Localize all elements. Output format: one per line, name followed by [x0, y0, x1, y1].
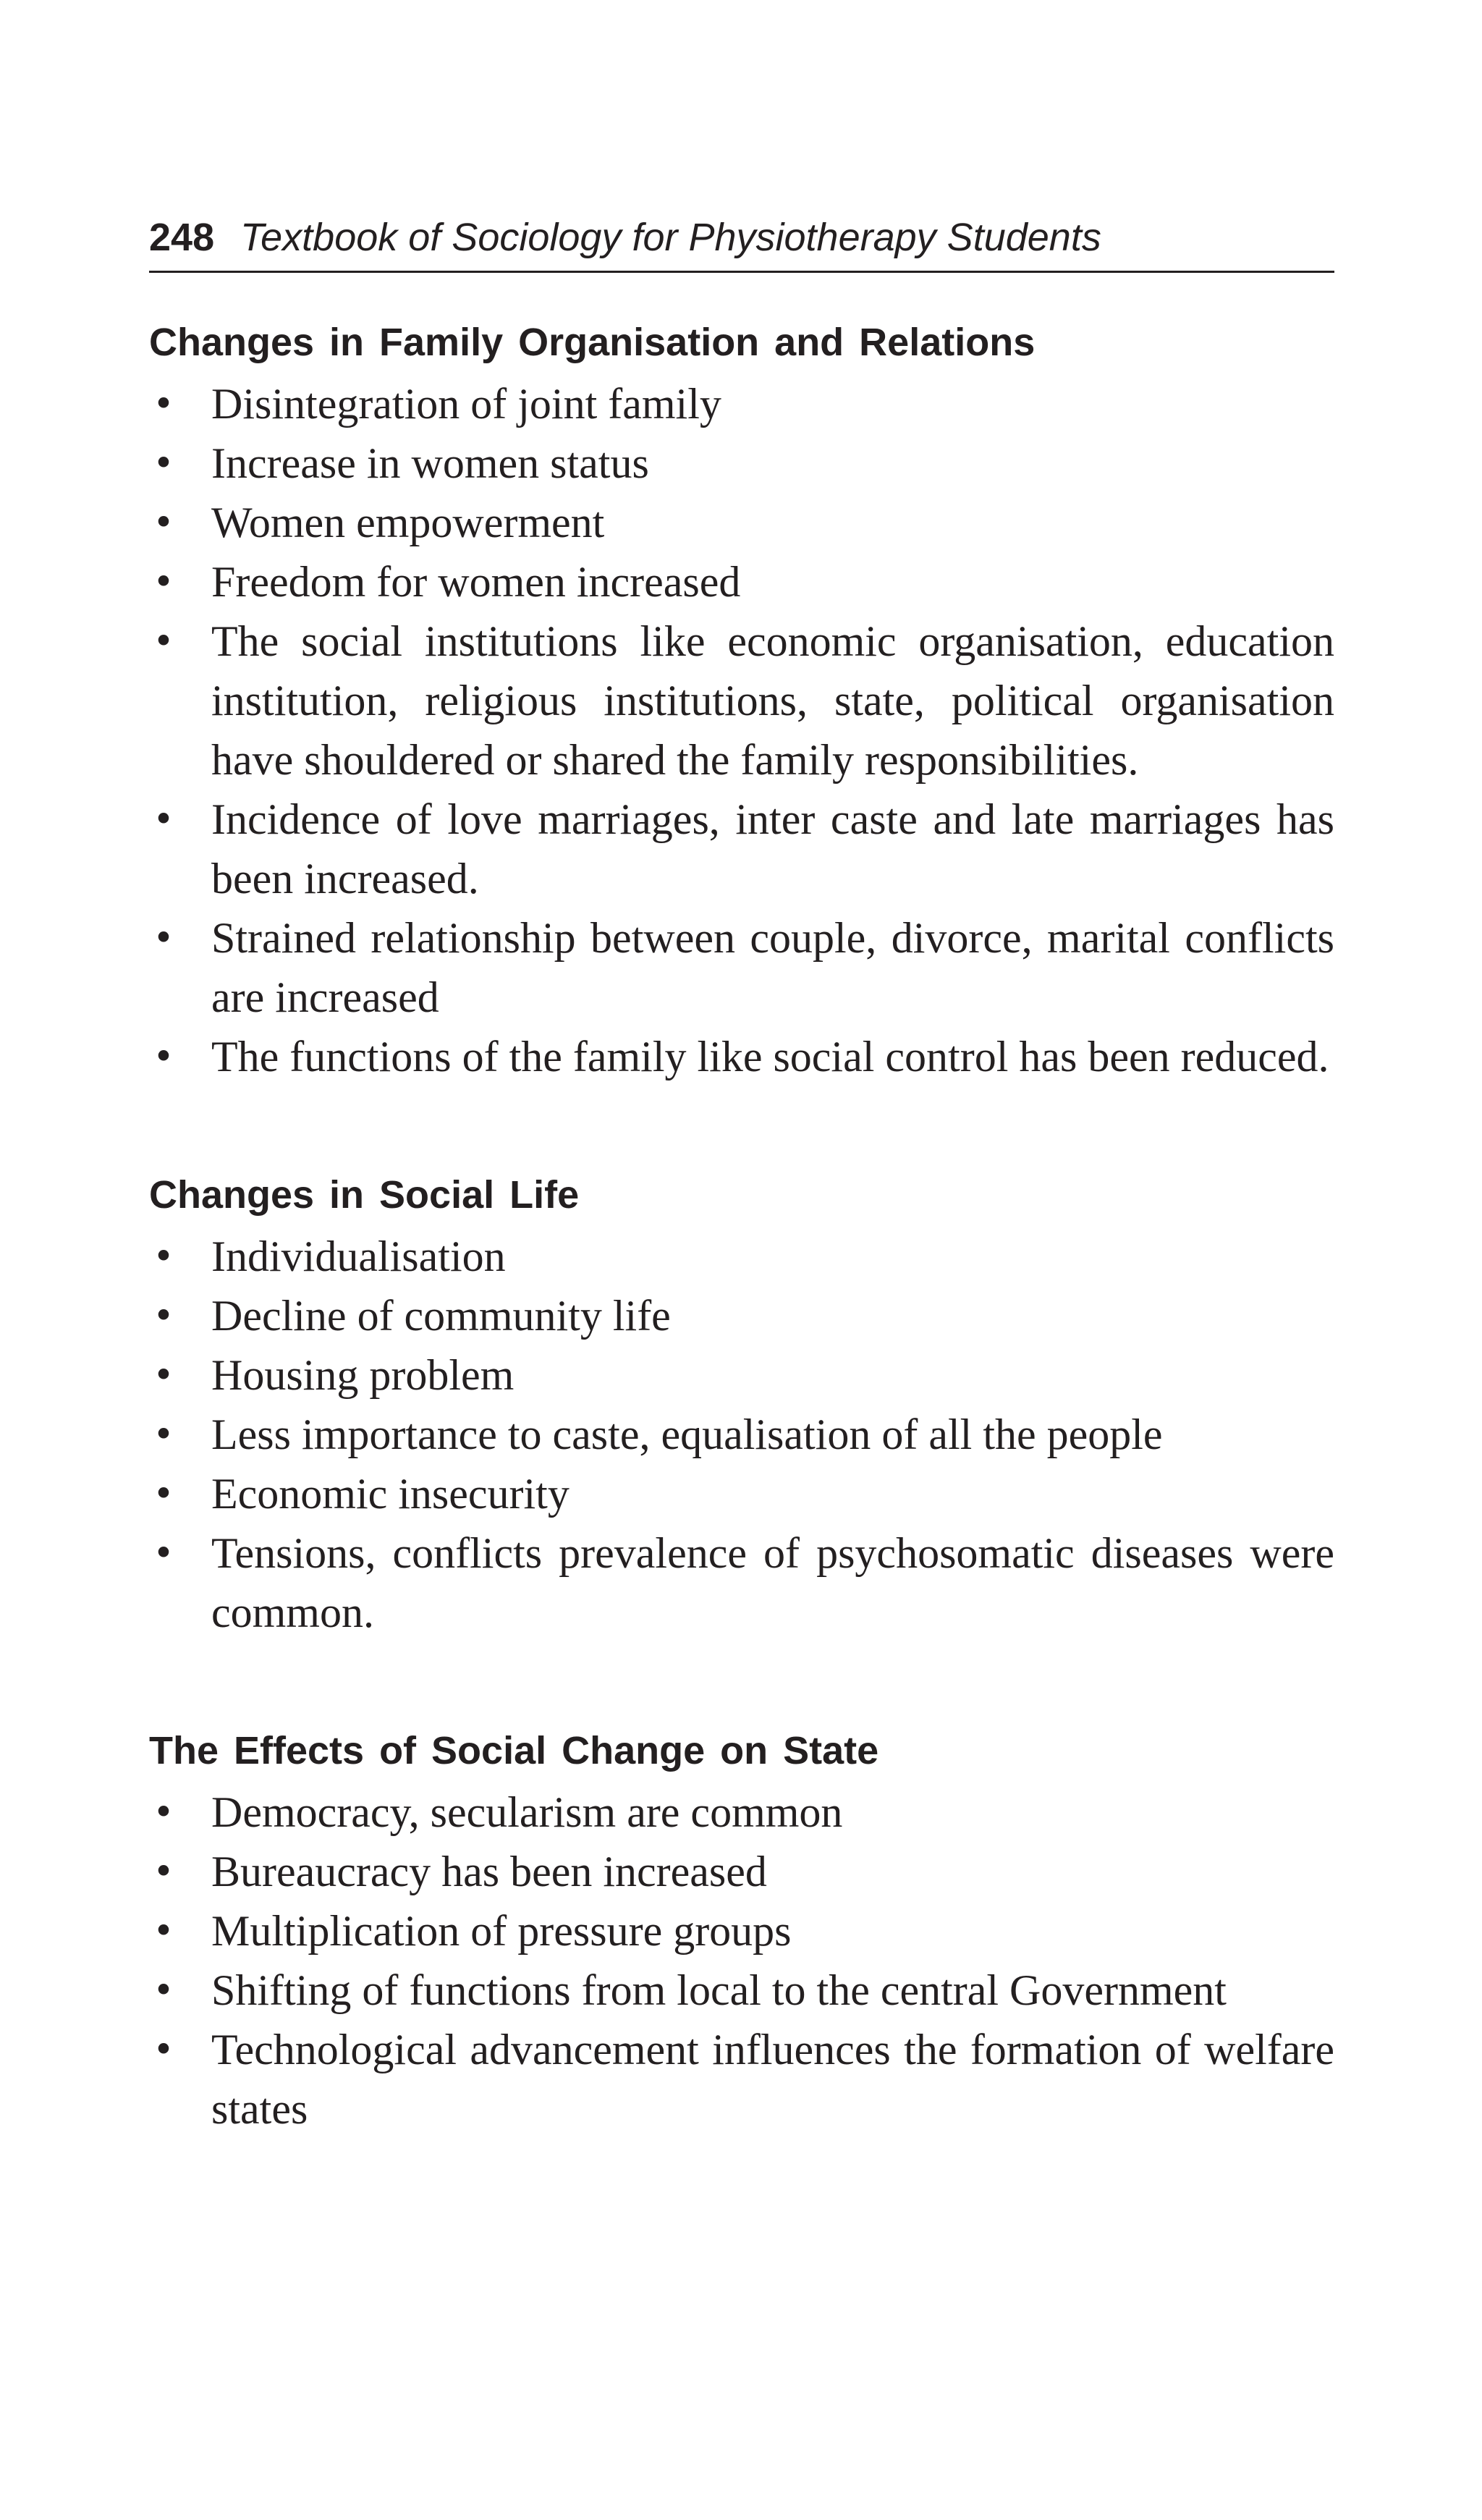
list-item-text: Technological advancement influences the formation of welfare states [211, 2026, 1334, 2133]
bullet-icon: • [153, 1295, 174, 1337]
list-item [149, 790, 1334, 908]
section-heading: Changes in Social Life [149, 1173, 580, 1217]
list-item-text: Incidence of love marriages, inter caste and late marriages has been increased. [211, 795, 1334, 902]
section [149, 1728, 1334, 2139]
bullet-icon: • [153, 502, 174, 544]
bullet-icon: • [153, 917, 174, 959]
bullet-icon: • [153, 442, 174, 484]
list-item-text: Democracy, secularism are common [211, 1788, 843, 1836]
list-item [149, 1961, 1334, 2020]
list-item [149, 552, 1334, 612]
list-item-text: The social institutions like economic organisation, education institution, religious institutions, state, political organisation have shouldered or shared the family responsibilities. [211, 617, 1334, 784]
list-item-text: Women empowerment [211, 499, 605, 546]
bullet-icon: • [153, 1910, 174, 1952]
section [149, 1172, 1334, 1642]
list-item-text: Strained relationship between couple, divorce, marital conflicts are increased [211, 914, 1334, 1021]
list-item-text: Less importance to caste, equalisation of all the people [211, 1411, 1163, 1458]
book-title: Textbook of Sociology for Physiotherapy Students [240, 216, 1101, 259]
bullet-icon: • [153, 1851, 174, 1893]
list-item [149, 434, 1334, 493]
list-item-text: Tensions, conflicts prevalence of psychosomatic diseases were common. [211, 1529, 1334, 1636]
list-item [149, 1523, 1334, 1642]
bullet-list [149, 1227, 1334, 1642]
list-item [149, 908, 1334, 1027]
bullet-icon: • [153, 1413, 174, 1455]
section-heading: Changes in Family Organisation and Relations [149, 321, 1036, 364]
bullet-icon: • [153, 1791, 174, 1833]
list-item-text: Economic insecurity [211, 1470, 569, 1518]
bullet-list [149, 374, 1334, 1086]
list-item-text: Housing problem [211, 1351, 515, 1399]
running-head [149, 214, 1334, 273]
list-item-text: Individualisation [211, 1232, 506, 1280]
list-item-text: The functions of the family like social control has been reduced. [211, 1033, 1329, 1081]
bullet-icon: • [153, 1532, 174, 1574]
bullet-icon: • [153, 1036, 174, 1078]
book-page [149, 214, 1334, 2139]
list-item [149, 493, 1334, 552]
list-item [149, 1783, 1334, 1842]
bullet-icon: • [153, 798, 174, 840]
list-item [149, 2020, 1334, 2139]
page-number: 248 [149, 216, 215, 259]
bullet-list [149, 1783, 1334, 2139]
bullet-icon: • [153, 1473, 174, 1515]
bullet-icon: • [153, 383, 174, 425]
list-item [149, 612, 1334, 790]
list-item-text: Decline of community life [211, 1292, 671, 1340]
list-item-text: Shifting of functions from local to the central Government [211, 1966, 1227, 2014]
list-item-text: Freedom for women increased [211, 558, 741, 606]
list-item [149, 1464, 1334, 1523]
list-item-text: Multiplication of pressure groups [211, 1907, 792, 1955]
list-item [149, 1345, 1334, 1405]
bullet-icon: • [153, 1235, 174, 1277]
section-heading: The Effects of Social Change on State [149, 1729, 879, 1772]
list-item [149, 1901, 1334, 1961]
bullet-icon: • [153, 1969, 174, 2011]
section [149, 319, 1334, 1086]
list-item [149, 1286, 1334, 1345]
list-item-text: Disintegration of joint family [211, 380, 721, 428]
bullet-icon: • [153, 1354, 174, 1396]
list-item [149, 374, 1334, 434]
bullet-icon: • [153, 561, 174, 603]
list-item-text: Increase in women status [211, 439, 649, 487]
list-item-text: Bureaucracy has been increased [211, 1848, 767, 1895]
list-item [149, 1227, 1334, 1286]
list-item [149, 1405, 1334, 1464]
list-item [149, 1842, 1334, 1901]
bullet-icon: • [153, 620, 174, 662]
page-body [149, 319, 1334, 2139]
list-item [149, 1027, 1334, 1086]
bullet-icon: • [153, 2029, 174, 2071]
